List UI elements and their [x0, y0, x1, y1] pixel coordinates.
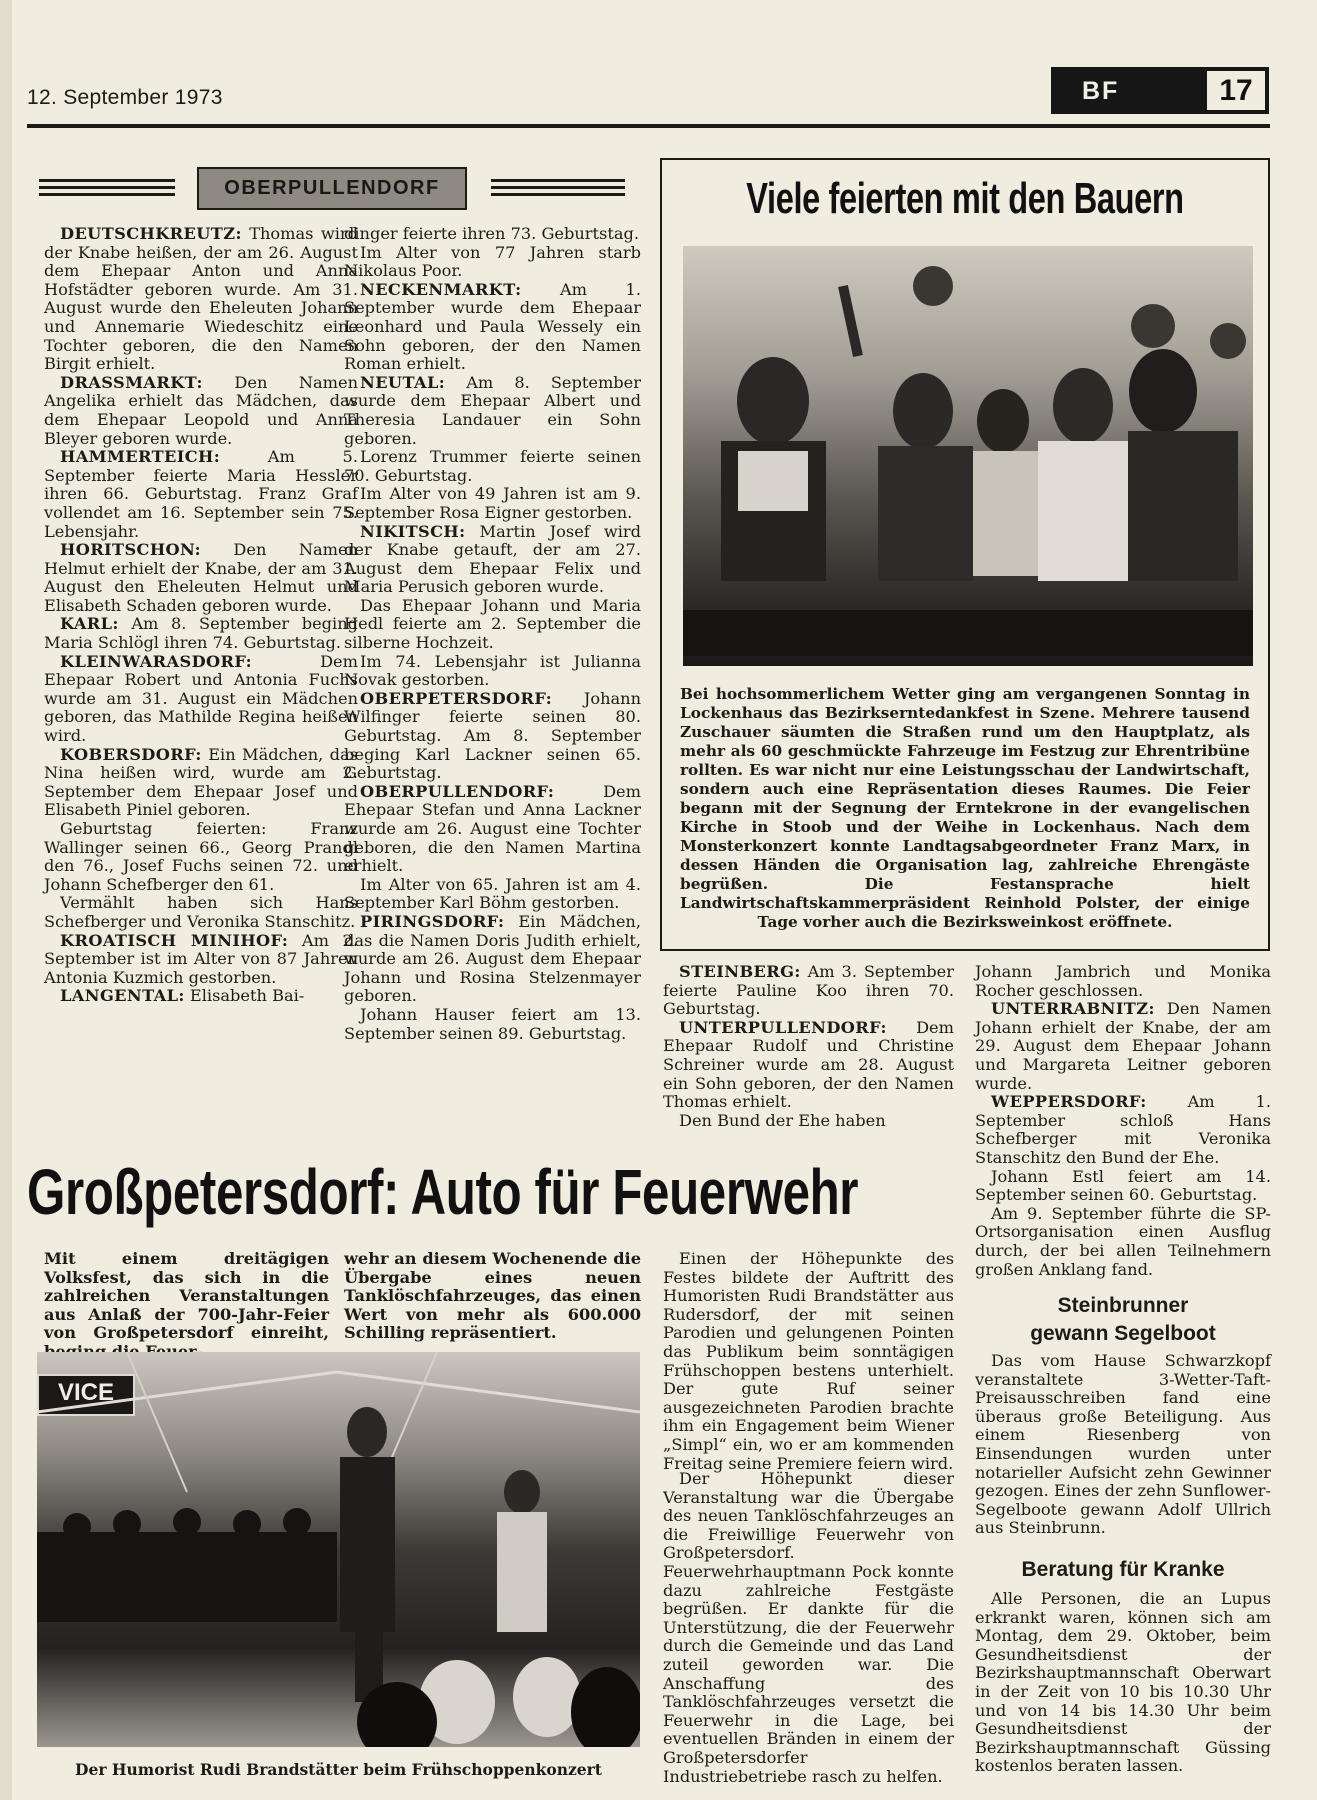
news-item-text: Das Ehepaar Johann und Maria Hedl feierte am 2. September die silberne Hochzeit.: [344, 595, 641, 653]
news-item: [975, 1000, 1271, 1093]
news-column-3: [663, 963, 954, 1130]
news-item: [663, 1112, 954, 1131]
news-item-text: Johann Wilfinger feierte seinen 80. Geburtstag. Am 8. September beging Karl Lackner seinen 65. Geburtstag.: [344, 688, 641, 783]
news-item: [975, 963, 1271, 1000]
segelboot-body: [975, 1352, 1271, 1538]
news-item-place: NECKENMARKT:: [360, 279, 522, 299]
news-item-place: NIKITSCH:: [360, 521, 466, 541]
news-item: [975, 1205, 1271, 1279]
kranke-paragraph: Alle Personen, die an Lupus erkrankt waren, können sich am Montag, dem 29. Oktober, beim Gesundheitsdienst der Bezirkshauptmannschaft Oberwart in der Zeit von 10 bis 10.30 Uhr und von 14 bis 14.30 Uhr beim Gesundheitsdienst der Bezirkshauptmannschaft Güssing kostenlos beraten lassen.: [975, 1589, 1271, 1776]
news-item: [44, 225, 358, 374]
segelboot-headline: [975, 1292, 1271, 1348]
news-item: [344, 653, 641, 690]
news-item-text: Im 74. Lebensjahr ist Julianna Novak gestorben.: [344, 651, 641, 690]
news-item: [344, 690, 641, 783]
news-item-place: NEUTAL:: [360, 372, 446, 392]
news-item-text: Geburtstag feierten: Franz Wallinger seinen 66., Georg Prandl den 76., Josef Fuchs seinen 72. und Johann Schefberger den 61.: [44, 819, 358, 894]
news-item-text: Am 5. September feierte Maria Hessler ihren 66. Geburtstag. Franz Graf vollendet am 16. September sein 75. Lebensjahr.: [44, 447, 358, 541]
news-item: [663, 1019, 954, 1112]
news-item-text: Thomas wird der Knabe heißen, der am 26. August dem Ehepaar Anton und Anna Hofstädter geboren wurde. Am 31. August wurde den Eheleuten Johann und Annemarie Wiedeschitz eine Tochter geboren, die den Namen Birgit erhielt.: [44, 224, 358, 374]
concert-photo-figures: [37, 1352, 640, 1747]
news-item: [663, 963, 954, 1019]
header-rule: [27, 124, 1270, 128]
harvest-headline: Viele feierten mit den Bauern: [746, 174, 1184, 223]
news-item-text: Am 8. September wurde dem Ehepaar Albert und Theresia Landauer ein Sohn geboren.: [344, 372, 641, 448]
kranke-body: [975, 1590, 1271, 1776]
news-item-text: Johann Jambrich und Monika Rocher geschlossen.: [975, 962, 1271, 1000]
news-item-place: UNTERPULLENDORF:: [679, 1017, 887, 1037]
news-column-1: [44, 225, 358, 1006]
news-item-text: Den Namen Johann erhielt der Knabe, der am 29. August dem Ehepaar Johann und Margareta Leitner geboren wurde.: [975, 999, 1271, 1093]
news-item-place: LANGENTAL:: [60, 986, 185, 1006]
news-column-2: [344, 225, 641, 1043]
news-item-text: Elisabeth Bai-: [184, 986, 305, 1006]
news-item: [44, 653, 358, 746]
news-item: [344, 876, 641, 913]
news-item: [344, 783, 641, 876]
feuerwehr-lead-part2: wehr an diesem Wochenende die Übergabe eines neuen Tanklöschfahrzeuges, das einen Wert von mehr als 600.000 Schilling repräsentiert.: [344, 1249, 641, 1343]
news-item-text: Den Namen Angelika erhielt das Mädchen, das dem Ehepaar Leopold und Anna Bleyer geboren wurde.: [44, 372, 358, 448]
news-item-place: STEINBERG:: [679, 962, 801, 981]
feuerwehr-headline: Großpetersdorf: Auto für Feuerwehr: [27, 1156, 859, 1228]
news-item-text: Dem Ehepaar Robert und Antonia Fuchs wurde am 31. August ein Mädchen geboren, das Mathilde Regina heißen wird.: [44, 651, 358, 746]
feuerwehr-paragraph: Der Höhepunkt dieser Veranstaltung war die Übergabe des neuen Tanklöschfahrzeuges an die Freiwillige Feuerwehr von Großpetersdorf. Feuerwehrhauptmann Pock konnte dazu zahlreiche Festgäste begrüßen. Er dankte für die Unterstützung, die der Feuerwehr durch die Gemeinde und das Land zuteil geworden war. Die Anschaffung des Tanklöschfahrzeuges versetzt die Feuerwehr in die Lage, bei eventuellen Bränden in einem der Großpetersdorfer Industriebetriebe rasch zu helfen.: [663, 1469, 954, 1786]
news-item: [44, 820, 358, 894]
news-item: [44, 894, 358, 931]
news-item: [44, 987, 358, 1006]
news-item-place: OBERPULLENDORF:: [360, 781, 555, 801]
news-item-text: Den Namen Helmut erhielt der Knabe, der am 31. August den Eheleuten Helmut und Elisabeth Schaden geboren wurde.: [44, 540, 358, 615]
news-item: [344, 485, 641, 522]
news-item-place: KROATISCH MINIHOF:: [60, 930, 289, 950]
news-item: [44, 615, 358, 652]
news-item: [344, 281, 641, 374]
segelboot-paragraph: Das vom Hause Schwarzkopf veranstaltete 3-Wetter-Taft-Preisausschreiben fand eine überaus große Beteiligung. Aus einem Riesenberg von Einsendungen wurden unter notarieller Aufsicht zehn Gewinner gezogen. Eines der zehn Sunflower-Segelboote gewann Adolf Ullrich aus Steinbrunn.: [975, 1351, 1271, 1538]
news-item-text: Dem Ehepaar Stefan und Anna Lackner wurde am 26. August eine Tochter geboren, die den Namen Martina erhielt.: [344, 781, 641, 876]
news-item-place: UNTERRABNITZ:: [991, 999, 1155, 1019]
concert-photo: [37, 1352, 640, 1747]
feuerwehr-body-part1: [663, 1250, 954, 1473]
news-item-text: Am 1. September schloß Hans Schefberger mit Veronika Stanschitz den Bund der Ehe.: [975, 1092, 1271, 1167]
news-item-text: Martin Josef wird der Knabe getauft, der am 27. August dem Ehepaar Felix und Maria Perusich geboren wurde.: [344, 521, 641, 597]
news-item-text: Im Alter von 77 Jahren starb Nikolaus Poor.: [344, 242, 641, 281]
news-item-text: Am 8. September beging Maria Schlögl ihren 74. Geburtstag.: [44, 614, 358, 653]
segelboot-headline-line2: gewann Segelboot: [1030, 1322, 1216, 1345]
news-item-text: Im Alter von 49 Jahren ist am 9. September Rosa Eigner gestorben.: [344, 484, 641, 522]
news-item: [344, 225, 641, 244]
harvest-photo-figures: [683, 246, 1253, 666]
segelboot-headline-line1: Steinbrunner: [1057, 1294, 1189, 1317]
news-item-text: Vermählt haben sich Hans Schefberger und Veronika Stanschitz.: [44, 893, 358, 931]
section-stripes-right: [491, 179, 625, 199]
section-stripes-left: [39, 179, 175, 199]
news-item: [344, 448, 641, 485]
news-item-place: HAMMERTEICH:: [60, 447, 221, 467]
news-item-place: WEPPERSDORF:: [991, 1092, 1147, 1112]
news-item-text: Am 3. September feierte Pauline Koo ihren 70. Geburtstag.: [663, 962, 954, 1019]
news-item-place: DEUTSCHKREUTZ:: [60, 224, 242, 243]
trailer-bar: [683, 610, 1253, 656]
news-item-text: Dem Ehepaar Rudolf und Christine Schreiner wurde am 28. August ein Sohn geboren, der den Namen Thomas erhielt.: [663, 1017, 954, 1112]
news-item-text: Am 9. September führte die SP-Ortsorganisation einen Ausflug durch, der bei allen Teilnehmern großen Anklang fand.: [975, 1203, 1271, 1279]
page-edge: [0, 0, 12, 1800]
kranke-headline: Beratung für Kranke: [1021, 1558, 1225, 1581]
news-item: [44, 932, 358, 988]
news-item: [344, 244, 641, 281]
photo-sign: VICE: [37, 1374, 135, 1416]
feuerwehr-lead-part1: Mit einem dreitägigen Volksfest, das sich in die zahlreichen Veranstaltungen aus Anlaß der 700-Jahr-Feier von Großpetersdorf einreiht,: [44, 1249, 329, 1343]
news-item: [975, 1093, 1271, 1167]
issue-date: 12. September 1973: [27, 86, 223, 109]
news-item-place: KOBERSDORF:: [60, 744, 202, 764]
news-item-text: Am 2. September ist im Alter von 87 Jahren Antonia Kuzmich gestorben.: [44, 930, 358, 987]
news-item-place: KARL:: [60, 614, 119, 634]
news-item-text: Im Alter von 65. Jahren ist am 4. September Karl Böhm gestorben.: [344, 874, 641, 913]
paper-abbrev: BF: [1082, 77, 1120, 105]
news-item: [344, 374, 641, 448]
news-item: [344, 913, 641, 1006]
news-item: [344, 597, 641, 653]
news-item: [344, 1006, 641, 1043]
page-number: 17: [1207, 71, 1265, 110]
news-item-text: Am 1. September wurde dem Ehepaar Leonhard und Paula Wessely ein Sohn geboren, der den Namen Roman erhielt.: [344, 279, 641, 374]
news-item-text: dinger feierte ihren 73. Geburtstag.: [344, 224, 639, 243]
news-item: [44, 374, 358, 448]
news-item: [344, 523, 641, 597]
news-item: [44, 746, 358, 820]
news-item-text: Ein Mädchen, das Nina heißen wird, wurde am 2. September dem Ehepaar Josef und Elisabeth Piniel geboren.: [44, 744, 358, 820]
news-item-place: DRASSMARKT:: [60, 372, 203, 392]
harvest-parade-photo: [683, 246, 1253, 666]
news-item-text: Johann Estl feiert am 14. September seinen 60. Geburtstag.: [975, 1166, 1271, 1205]
news-item-text: Ein Mädchen, das die Namen Doris Judith erhielt, wurde am 26. August dem Ehepaar Johann und Rosina Stelzenmayer geboren.: [344, 911, 641, 1006]
concert-photo-caption: Der Humorist Rudi Brandstätter beim Frühschoppenkonzert: [75, 1760, 602, 1779]
feuerwehr-body-part2: [663, 1470, 954, 1786]
news-item: [44, 448, 358, 541]
news-item-place: HORITSCHON:: [60, 540, 202, 560]
news-item-place: KLEINWARASDORF:: [60, 651, 253, 671]
news-item: [44, 541, 358, 615]
page-badge: [1051, 67, 1269, 114]
news-item-text: Johann Hauser feiert am 13. September seinen 89. Geburtstag.: [344, 1004, 641, 1043]
feuerwehr-paragraph: Einen der Höhepunkte des Festes bildete der Auftritt des Humoristen Rudi Brandstätter aus Rudersdorf, der mit seinen Parodien und gelungenen Pointen das Publikum beim sonntägigen Frühschoppen bestens unterhielt. Der gute Ruf seiner ausgezeichneten Parodien brachte ihm ein Engagement beim Wiener „Simpl“ ein, wo er am kommenden Freitag seine Premiere feiern wird.: [663, 1249, 954, 1473]
news-item-place: OBERPETERSDORF:: [360, 688, 553, 708]
section-tag: OBERPULLENDORF: [197, 167, 467, 210]
news-item-text: Den Bund der Ehe haben: [679, 1110, 886, 1130]
news-column-4: [975, 963, 1271, 1279]
news-item-text: Lorenz Trummer feierte seinen 70. Geburtstag.: [344, 447, 641, 485]
harvest-caption: Bei hochsommerlichem Wetter ging am vergangenen Sonntag in Lockenhaus das Bezirkserntedankfest in Szene. Mehrere tausend Zuschauer säumten die Straßen rund um den Hauptplatz, als mehr als 60 geschmückte Fahrzeuge im Festzug zur Ehrentribüne rollten. Es war nicht nur eine Leistungsschau der Landwirtschaft, sondern auch eine Repräsentation dieses Raumes. Die Feier begann mit der Segnung der Erntekrone in der evangelischen Kirche in Stoob und der Weihe in Lockenhaus. Nach dem Monsterkonzert konnte Landtagsabgeordneter Franz Marx, in dessen Händen die Organisation lag, zahlreiche Ehrengäste begrüßen. Die Festansprache hielt Landwirtschaftskammerpräsident Reinhold Polster, der einige Tage vorher auch die Bezirksweinkost eröffnete.: [680, 685, 1250, 931]
news-item-place: PIRINGSDORF:: [360, 911, 505, 931]
news-item: [975, 1168, 1271, 1205]
